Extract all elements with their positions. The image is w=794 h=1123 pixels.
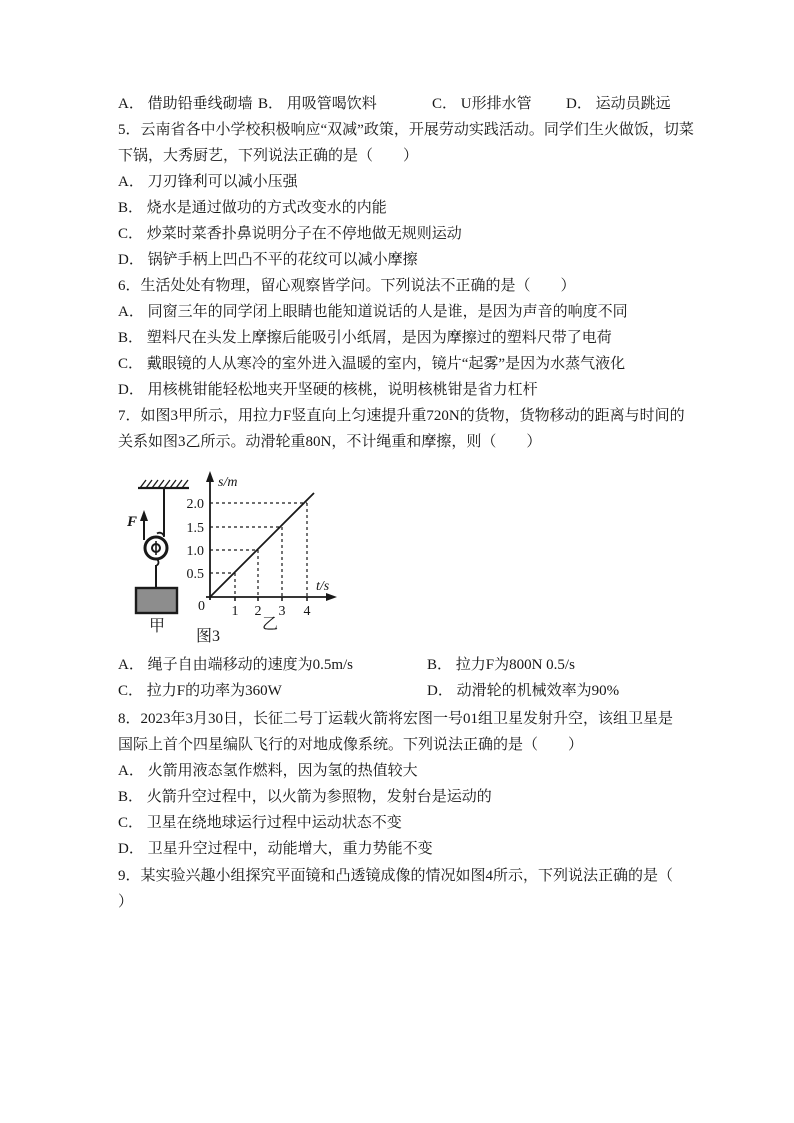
text-segment: A． 借助铅垂线砌墙 bbox=[118, 96, 253, 112]
text-segment: D． 运动员跳远 bbox=[566, 96, 671, 112]
text-segment: 6．生活处处有物理，留心观察皆学问。下列说法不正确的是（ ） bbox=[118, 278, 576, 294]
force-label: F bbox=[126, 514, 138, 530]
x-tick-label: 4 bbox=[303, 604, 311, 619]
y-axis-arrow bbox=[206, 471, 214, 482]
text-segment: A． 同窗三年的同学闭上眼睛也能知道说话的人是谁，是因为声音的响度不同 bbox=[118, 304, 628, 320]
distance-time-graph bbox=[187, 471, 338, 633]
y-tick-label: 0.5 bbox=[186, 567, 204, 582]
pulley-diagram bbox=[126, 480, 189, 635]
text-segment: D． 用核桃钳能轻松地夹开坚硬的核桃，说明核桃钳是省力杠杆 bbox=[118, 382, 538, 398]
x-axis-label: t/s bbox=[316, 579, 330, 594]
text-line bbox=[0, 732, 794, 758]
load-hook bbox=[156, 559, 158, 566]
x-axis-arrow bbox=[326, 593, 337, 601]
text-segment: D． 锅铲手柄上凹凸不平的花纹可以减小摩擦 bbox=[118, 252, 418, 268]
x-tick-label: 1 bbox=[231, 604, 239, 619]
text-segment: B． 火箭升空过程中，以火箭为参照物，发射台是运动的 bbox=[118, 789, 492, 805]
text-segment: 5．云南省各中小学校积极响应“双减”政策，开展劳动实践活动。同学们生火做饭，切菜 bbox=[118, 122, 694, 138]
text-segment: C． 卫星在绕地球运行过程中运动状态不变 bbox=[118, 815, 402, 831]
text-line bbox=[0, 758, 794, 784]
text-segment: 8．2023年3月30日，长征二号丁运载火箭将宏图一号01组卫星发射升空，该组卫星是 bbox=[118, 711, 674, 727]
text-segment: A． 绳子自由端移动的速度为0.5m/s bbox=[118, 657, 354, 673]
text-segment: B． 拉力F为800N 0.5/s bbox=[427, 657, 575, 673]
text-segment: B． 烧水是通过做功的方式改变水的内能 bbox=[118, 200, 387, 216]
text-segment: 7．如图3甲所示，用拉力F竖直向上匀速提升重720N的货物，货物移动的距离与时间的 bbox=[118, 408, 685, 424]
graph-label: 乙 bbox=[261, 616, 279, 633]
y-tick-label: 1.0 bbox=[186, 544, 204, 559]
y-tick-label: 1.5 bbox=[186, 521, 204, 536]
text-segment: 9．某实验兴趣小组探究平面镜和凸透镜成像的情况如图4所示，下列说法正确的是（ bbox=[118, 868, 674, 884]
origin-label: 0 bbox=[198, 599, 205, 614]
text-segment: ） bbox=[118, 894, 134, 910]
force-arrow-head bbox=[140, 510, 148, 521]
text-segment: C． 炒菜时菜香扑鼻说明分子在不停地做无规则运动 bbox=[118, 226, 462, 242]
ceiling-hatch-icon bbox=[140, 480, 188, 488]
text-segment: B． 用吸管喝饮料 bbox=[258, 96, 377, 112]
text-line bbox=[0, 810, 794, 836]
text-line bbox=[0, 889, 794, 915]
y-tick-label: 2.0 bbox=[186, 497, 204, 512]
load-block bbox=[136, 588, 177, 613]
s-t-data-line bbox=[210, 493, 314, 597]
text-line bbox=[0, 863, 794, 889]
text-segment: D． 动滑轮的机械效率为90% bbox=[427, 683, 620, 699]
x-tick-label: 2 bbox=[254, 604, 262, 619]
text-segment: C． 戴眼镜的人从寒冷的室外进入温暖的室内，镜片“起雾”是因为水蒸气液化 bbox=[118, 356, 626, 372]
text-segment: C． U形排水管 bbox=[432, 96, 532, 112]
text-line bbox=[0, 706, 794, 732]
text-segment: A． 刀刃锋利可以减小压强 bbox=[118, 174, 298, 190]
text-segment: A． 火箭用液态氢作燃料，因为氢的热值较大 bbox=[118, 763, 418, 779]
text-line bbox=[0, 784, 794, 810]
text-segment: B． 塑料尺在头发上摩擦后能吸引小纸屑，是因为摩擦过的塑料尺带了电荷 bbox=[118, 330, 612, 346]
text-segment: 国际上首个四星编队飞行的对地成像系统。下列说法正确的是（ ） bbox=[118, 737, 584, 753]
y-axis-label: s/m bbox=[218, 475, 238, 490]
text-segment: 关系如图3乙所示。动滑轮重80N，不计绳重和摩擦，则（ ） bbox=[118, 434, 542, 450]
text-segment: C． 拉力F的功率为360W bbox=[118, 683, 282, 699]
x-tick-label: 3 bbox=[278, 604, 286, 619]
text-line bbox=[0, 836, 794, 862]
pulley-diagram-label: 甲 bbox=[148, 618, 166, 635]
figure-caption: 图3 bbox=[195, 628, 221, 645]
text-segment: D． 卫星升空过程中，动能增大，重力势能不变 bbox=[118, 841, 433, 857]
text-segment: 下锅，大秀厨艺，下列说法正确的是（ ） bbox=[118, 148, 419, 164]
